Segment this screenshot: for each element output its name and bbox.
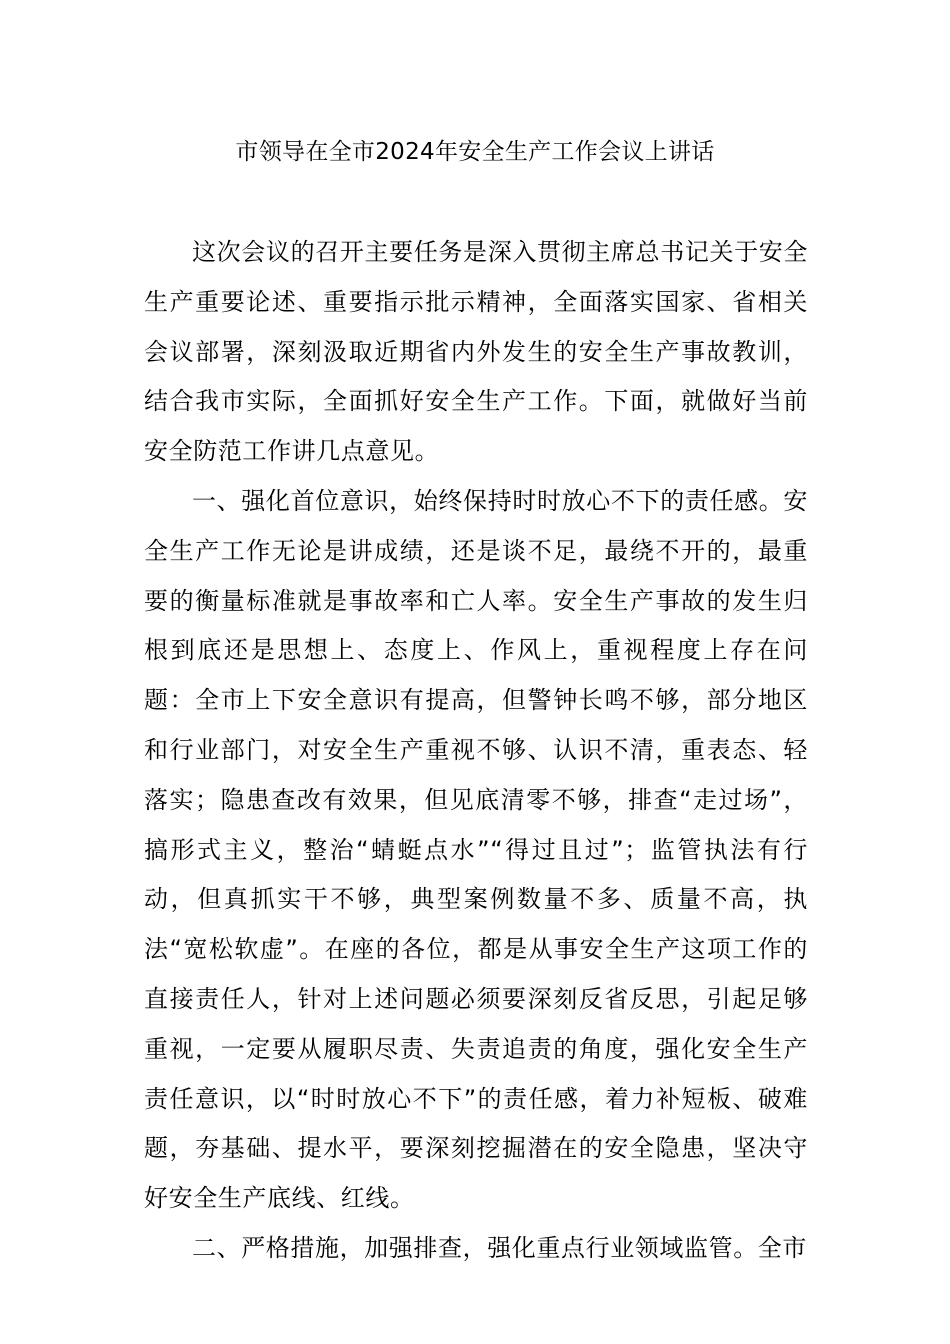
document-body	[144, 228, 808, 1274]
document-title: 市领导在全市2024年安全生产工作会议上讲话	[235, 139, 715, 165]
paragraph-section-2: 二、严格措施，加强排查，强化重点行业领域监管。全市	[192, 1233, 807, 1262]
paragraph-section-1: 一、强化首位意识，始终保持时时放心不下的责任感。安全生产工作无论是讲成绩，还是谈不足，最绕不开的，最重要的衡量标准就是事故率和亡人率。安全生产事故的发生归根到底还是思想上、态度上、作风上，重视程度上存在问题：全市上下安全意识有提高，但警钟长鸣不够，部分地区和行业部门，对安全生产重视不够、认识不清，重表态、轻落实；隐患查改有效果，但见底清零不够，排查“走过场”，搞形式主义，整治“蜻蜓点水”“得过且过”；监管执法有行动，但真抓实干不够，典型案例数量不多、质量不高，执法“宽松软虚”。在座的各位，都是从事安全生产这项工作的直接责任人，针对上述问题必须要深刻反省反思，引起足够重视，一定要从履职尽责、失责追责的角度，强化安全生产责任意识，以“时时放心不下”的责任感，着力补短板、破难题，夯基础、提水平，要深刻挖掘潜在的安全隐患，坚决守好安全生产底线、红线。	[144, 486, 808, 1213]
paragraph-intro: 这次会议的召开主要任务是深入贯彻主席总书记关于安全生产重要论述、重要指示批示精神，全面落实国家、省相关会议部署，深刻汲取近期省内外发生的安全生产事故教训，结合我市实际，全面抓好安全生产工作。下面，就做好当前安全防范工作讲几点意见。	[144, 238, 808, 466]
